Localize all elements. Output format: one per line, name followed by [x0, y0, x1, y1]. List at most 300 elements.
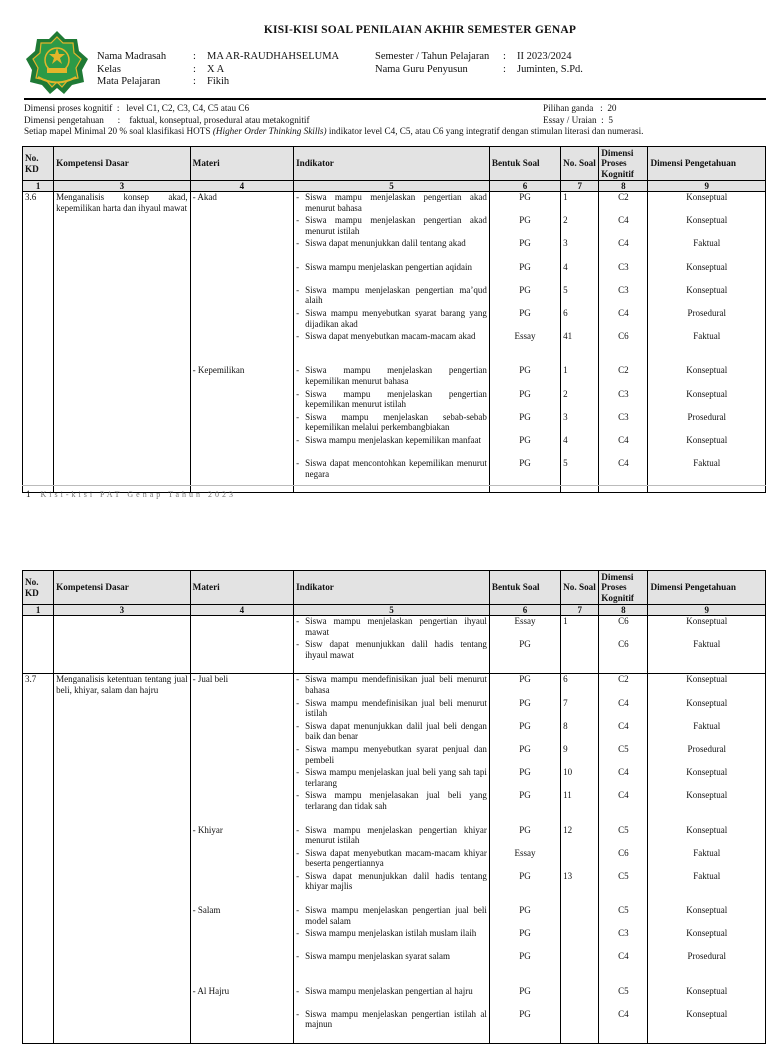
kd-number-cell	[23, 905, 54, 986]
dim-pengetahuan-value: faktual, konseptual, prosedural atau metakognitif	[129, 114, 310, 125]
dimensi-pengetahuan-value: Konseptual	[686, 790, 728, 801]
dimensi-pengetahuan-value: Konseptual	[686, 261, 728, 272]
column-header: Bentuk Soal	[489, 571, 560, 605]
dimensi-kognitif-value: C6	[618, 616, 629, 626]
kompetensi-dasar-cell	[54, 825, 191, 906]
dimensi-kognitif-cell	[599, 986, 648, 1044]
dimensi-pengetahuan-value: Konseptual	[686, 215, 728, 226]
indikator-item: - Siswa mampu menjelaskan pengertian akad menurut bahasa	[296, 192, 487, 215]
dimensi-kognitif-value: C4	[618, 307, 629, 318]
kd-number-cell	[23, 986, 54, 1044]
indikator-cell	[294, 616, 490, 674]
document-page-1	[0, 0, 768, 500]
guru-value: Juminten, S.Pd.	[517, 63, 583, 75]
essay-value: 5	[608, 114, 613, 125]
indikator-text: Siswa mampu mendefinisikan jual beli menurut bahasa	[305, 674, 487, 695]
kompetensi-dasar-cell	[54, 616, 191, 674]
column-number: 5	[294, 605, 490, 616]
column-header: No. Soal	[561, 147, 599, 181]
indikator-item: - Siswa mampu mendefinisikan jual beli menurut istilah	[296, 698, 487, 721]
column-header: Indikator	[294, 147, 490, 181]
nama-madrasah-value: MA AR-RAUDHAHSELUMA	[207, 51, 340, 62]
column-header: Kompetensi Dasar	[54, 571, 191, 605]
dimensi-pengetahuan-value: Konseptual	[686, 434, 728, 445]
bentuk-soal-value: PG	[519, 767, 531, 778]
dimensi-kognitif-value: C4	[618, 215, 629, 226]
column-number: 6	[489, 605, 560, 616]
indikator-item: - Sisw dapat menunjukkan dalil hadis tentang ihyaul mawat	[296, 639, 487, 662]
bentuk-soal-value: Essay	[514, 616, 536, 626]
column-number: 6	[489, 181, 560, 192]
no-soal-value: 7	[563, 697, 568, 708]
indikator-text: Siswa mampu menjelaskan pengertian kepemilikan menurut istilah	[305, 388, 487, 410]
bentuk-soal-cell	[489, 905, 560, 986]
no-soal-value: 11	[563, 790, 572, 801]
essay-label: Essay / Uraian	[543, 114, 597, 125]
dimensi-pengetahuan-value: Konseptual	[686, 674, 728, 685]
bentuk-soal-value: PG	[519, 215, 531, 226]
dimensi-kognitif-value: C4	[618, 458, 629, 469]
table-row	[23, 365, 766, 492]
indikator-item: - Siswa mampu menjelaskan jual beli yang sah tapi terlarang	[296, 767, 487, 790]
indikator-text: Siswa dapat menunjukkan dalil tentang akad	[305, 238, 466, 249]
indikator-cell	[294, 825, 490, 906]
materi-cell: - Khiyar	[190, 825, 293, 906]
dimensi-pengetahuan-cell	[648, 192, 766, 366]
dimensi-pengetahuan-value: Konseptual	[686, 284, 728, 295]
no-soal-value: 2	[563, 388, 568, 399]
pg-value: 20	[607, 103, 617, 113]
indikator-item: - Siswa mampu menjelaskan pengertian akad menurut istilah	[296, 215, 487, 238]
bentuk-soal-value: PG	[519, 261, 531, 272]
no-soal-value: 1	[563, 616, 568, 626]
materi-cell: - Al Hajru	[190, 986, 293, 1044]
no-soal-value	[563, 928, 596, 951]
dimensi-pengetahuan-value: Konseptual	[686, 192, 728, 202]
indikator-item: - Siswa mampu menjelaskan istilah muslam ilaih	[296, 928, 487, 951]
materi-cell: - Akad	[190, 192, 293, 366]
indikator-item: - Siswa mampu menjelaskan pengertian al hajru	[296, 986, 487, 1009]
dimensi-pengetahuan-value: Prosedural	[687, 743, 726, 754]
indikator-text: Sisw dapat menunjukkan dalil hadis tentang ihyaul mawat	[305, 639, 487, 660]
indikator-cell	[294, 674, 490, 825]
kompetensi-dasar-cell	[54, 365, 191, 492]
bentuk-soal-value: PG	[519, 743, 531, 754]
kd-number-cell	[23, 825, 54, 906]
column-number: 4	[190, 605, 293, 616]
bentuk-soal-value: PG	[519, 388, 531, 399]
dimensi-pengetahuan-value: Konseptual	[686, 1008, 728, 1019]
no-soal-value: 12	[563, 824, 573, 835]
indikator-text: Siswa mampu menjelasakan jual beli yang terlarang dan tidak sah	[305, 790, 487, 811]
bentuk-soal-value: PG	[519, 307, 531, 318]
dimensi-pengetahuan-value: Konseptual	[686, 697, 728, 708]
dimensi-kognitif-value: C3	[618, 388, 629, 399]
dimensi-kognitif-value: C5	[618, 870, 629, 881]
kompetensi-dasar-cell: Menganalisis konsep akad, kepemilikan harta dan ihyaul mawat	[54, 192, 191, 366]
indikator-item: - Siswa mampu menyebutkan syarat barang yang dijadikan akad	[296, 308, 487, 331]
column-number: 8	[599, 181, 648, 192]
bentuk-soal-value: PG	[519, 1008, 531, 1019]
materi-cell: - Kepemilikan	[190, 365, 293, 492]
info-right-colons: : :	[503, 51, 506, 75]
indikator-item: - Siswa mampu menjelaskan pengertian ma’qud alaih	[296, 285, 487, 308]
dimensi-pengetahuan-value: Prosedural	[687, 411, 726, 422]
indikator-text: Siswa mampu menjelaskan pengertian ihyaul mawat	[305, 616, 487, 637]
dim-kognitif-value: level C1, C2, C3, C4, C5 atau C6	[126, 103, 250, 113]
bentuk-soal-value: PG	[519, 720, 531, 731]
no-soal-value	[563, 951, 596, 974]
no-soal-cell	[561, 616, 599, 674]
bentuk-soal-value: Essay	[514, 331, 536, 342]
bentuk-soal-value: PG	[519, 434, 531, 445]
no-soal-cell	[561, 192, 599, 366]
no-soal-cell	[561, 674, 599, 825]
indikator-item: - Siswa mampu menjelaskan sebab-sebab kepemilikan melalui perkembangbiakan	[296, 412, 487, 435]
indikator-cell	[294, 986, 490, 1044]
bentuk-soal-value: PG	[519, 951, 531, 962]
indikator-text: Siswa mampu menjelaskan pengertian al hajru	[305, 985, 473, 996]
dimensi-kognitif-value: C5	[618, 824, 629, 835]
info-label: Mata Pelajaran	[97, 76, 161, 87]
header-divider	[24, 98, 766, 100]
kisi-kisi-table-page-2	[22, 570, 766, 1044]
indikator-text: Siswa mampu menjelaskan pengertian jual beli model salam	[305, 905, 487, 926]
indikator-item: - Siswa dapat menunjukkan dalil hadis tentang khiyar majlis	[296, 871, 487, 894]
dimensi-kognitif-value: C4	[618, 767, 629, 778]
dimensi-kognitif-value: C4	[618, 697, 629, 708]
page-number: 1	[26, 489, 31, 499]
dimensi-pengetahuan-value: Prosedural	[687, 307, 726, 318]
dimensi-kognitif-cell	[599, 616, 648, 674]
dimensi-kognitif-cell	[599, 825, 648, 906]
indikator-item: - Siswa mampu menjelaskan pengertian aqidain	[296, 262, 487, 285]
kisi-kisi-table-page-1	[22, 146, 766, 493]
table-row	[23, 986, 766, 1044]
column-header: Dimensi Pengetahuan	[648, 147, 766, 181]
indikator-text: Siswa mampu menyebutkan syarat barang yang dijadikan akad	[305, 307, 487, 329]
dimensi-kognitif-value: C5	[618, 743, 629, 754]
no-soal-cell	[561, 825, 599, 906]
indikator-cell	[294, 365, 490, 492]
dimensi-kognitif-value: C5	[618, 905, 629, 916]
column-number: 1	[23, 605, 54, 616]
bentuk-soal-value: PG	[519, 365, 531, 376]
info-label: Nama Guru Penyusun	[375, 63, 468, 75]
footer-text: Kisi-kisi PAT Genap Tahun 2023	[40, 490, 237, 499]
dimensi-kognitif-value: C4	[618, 951, 629, 962]
indikator-text: Siswa mampu menjelaskan pengertian akad menurut bahasa	[305, 192, 487, 213]
indikator-text: Siswa dapat menyebutkan macam-macam khiyar beserta pengertiannya	[305, 847, 487, 869]
indikator-text: Siswa dapat mencontohkan kepemilikan menurut negara	[305, 458, 487, 479]
column-header: No. Soal	[561, 571, 599, 605]
bentuk-soal-cell	[489, 192, 560, 366]
column-number: 3	[54, 605, 191, 616]
kompetensi-dasar-cell	[54, 905, 191, 986]
column-header: No. KD	[23, 147, 54, 181]
dimensi-kognitif-value: C3	[618, 928, 629, 939]
bentuk-soal-value: PG	[519, 697, 531, 708]
indikator-text: Siswa mampu menjelaskan jual beli yang sah tapi terlarang	[305, 767, 487, 788]
bentuk-soal-value: PG	[519, 284, 531, 295]
bentuk-soal-value: PG	[519, 790, 531, 801]
dimensi-pengetahuan-value: Prosedural	[687, 951, 726, 962]
indikator-item: - Siswa mampu mendefinisikan jual beli menurut bahasa	[296, 674, 487, 697]
indikator-cell	[294, 905, 490, 986]
materi-cell: - Jual beli	[190, 674, 293, 825]
dimensi-pengetahuan-value: Konseptual	[686, 767, 728, 778]
footer-divider	[22, 485, 766, 486]
indikator-text: Siswa mampu menjelaskan pengertian ma’qud alaih	[305, 284, 487, 306]
dimensi-pengetahuan-value: Konseptual	[686, 616, 728, 626]
no-soal-cell	[561, 905, 599, 986]
dimensi-pengetahuan-value: Konseptual	[686, 388, 728, 399]
info-left-values	[207, 51, 339, 89]
no-soal-cell	[561, 365, 599, 492]
bentuk-soal-value: Essay	[514, 847, 536, 858]
no-soal-value: 1	[563, 365, 568, 376]
info-label: Semester / Tahun Pelajaran	[375, 51, 490, 62]
indikator-text: Siswa dapat menunjukkan dalil hadis tentang khiyar majlis	[305, 870, 487, 892]
no-soal-value	[563, 639, 596, 662]
table-row	[23, 905, 766, 986]
kd-number-cell: 3.7	[23, 674, 54, 825]
no-soal-value	[563, 848, 596, 871]
dimensi-kognitif-value: C2	[618, 674, 629, 685]
dimensi-pengetahuan-value: Konseptual	[686, 824, 728, 835]
indikator-text: Siswa mampu menjelaskan pengertian akad menurut istilah	[305, 215, 487, 236]
column-header: Materi	[190, 571, 293, 605]
indikator-cell	[294, 192, 490, 366]
no-soal-value: 6	[563, 307, 568, 318]
dimensi-pengetahuan-cell	[648, 986, 766, 1044]
column-number: 4	[190, 181, 293, 192]
bentuk-soal-value: PG	[519, 674, 531, 685]
kd-number-cell: 3.6	[23, 192, 54, 366]
indikator-item: - Siswa mampu menyebutkan syarat penjual dan pembeli	[296, 744, 487, 767]
no-soal-value	[563, 1009, 596, 1032]
column-header: No. KD	[23, 571, 54, 605]
no-soal-value: 6	[563, 674, 568, 685]
dimensi-kognitif-value: C3	[618, 261, 629, 272]
indikator-text: Siswa mampu menjelaskan pengertian istilah al majnun	[305, 1008, 487, 1030]
dimensi-pengetahuan-cell	[648, 825, 766, 906]
bentuk-soal-cell	[489, 674, 560, 825]
no-soal-value	[563, 986, 596, 1009]
column-number: 9	[648, 181, 766, 192]
column-number: 7	[561, 605, 599, 616]
no-soal-value: 10	[563, 767, 573, 778]
column-header: Bentuk Soal	[489, 147, 560, 181]
indikator-text: Siswa mampu menyebutkan syarat penjual dan pembeli	[305, 743, 487, 765]
dimensi-kognitif-value: C6	[618, 847, 629, 858]
indikator-item: - Siswa mampu menjelaskan pengertian khiyar menurut istilah	[296, 825, 487, 848]
indikator-text: Siswa mampu menjelaskan pengertian kepemilikan menurut bahasa	[305, 365, 487, 386]
indikator-item: - Siswa mampu menjelaskan syarat salam	[296, 951, 487, 974]
no-soal-value: 3	[563, 411, 568, 422]
table-row	[23, 192, 766, 366]
no-soal-value: 4	[563, 261, 568, 272]
table-row	[23, 674, 766, 825]
bentuk-soal-cell	[489, 365, 560, 492]
dimensi-kognitif-value: C2	[618, 365, 629, 376]
no-soal-value: 5	[563, 458, 568, 469]
column-number: 7	[561, 181, 599, 192]
dim-kognitif-label: Dimensi proses kognitif	[24, 103, 113, 113]
bentuk-soal-cell	[489, 616, 560, 674]
bentuk-soal-value: PG	[519, 238, 531, 249]
table-row	[23, 825, 766, 906]
no-soal-value: 4	[563, 434, 568, 445]
no-soal-value: 1	[563, 192, 568, 202]
indikator-item: - Siswa dapat menyebutkan macam-macam akad	[296, 331, 487, 354]
semester-value: II 2023/2024	[517, 51, 572, 62]
materi-cell: - Salam	[190, 905, 293, 986]
no-soal-value: 8	[563, 720, 568, 731]
dimensi-kognitif-cell	[599, 192, 648, 366]
dimensi-kognitif-value: C4	[618, 1008, 629, 1019]
bentuk-soal-value: PG	[519, 458, 531, 469]
column-header: Dimensi Pengetahuan	[648, 571, 766, 605]
dimensi-kognitif-value: C4	[618, 238, 629, 249]
indikator-text: Siswa mampu menjelaskan pengertian aqidain	[305, 261, 473, 272]
dimensi-pengetahuan-cell	[648, 616, 766, 674]
indikator-item: - Siswa mampu menjelaskan pengertian jual beli model salam	[296, 905, 487, 928]
indikator-item: - Siswa mampu menjelaskan pengertian istilah al majnun	[296, 1009, 487, 1032]
indikator-text: Siswa mampu menjelaskan syarat salam	[305, 951, 451, 962]
dimensi-pengetahuan-value: Faktual	[693, 238, 721, 249]
table-row	[23, 616, 766, 674]
hots-note: Setiap mapel Minimal 20 % soal klasifikasi HOTS (Higher Order Thinking Skills) indikator level C4, C5, atau C6 yang integratif dengan stimulan literasi dan numerasi.	[24, 126, 644, 136]
bentuk-soal-value: PG	[519, 639, 531, 650]
bentuk-soal-value: PG	[519, 824, 531, 835]
dimensi-kognitif-value: C6	[618, 639, 629, 650]
info-label: Nama Madrasah	[97, 51, 167, 62]
indikator-item: - Siswa mampu menjelasakan jual beli yang terlarang dan tidak sah	[296, 790, 487, 813]
indikator-text: Siswa mampu mendefinisikan jual beli menurut istilah	[305, 697, 487, 719]
dimensi-pengetahuan-cell	[648, 674, 766, 825]
info-right-labels	[375, 51, 489, 76]
page-footer	[26, 489, 236, 499]
no-soal-value: 2	[563, 215, 568, 226]
no-soal-value	[563, 905, 596, 928]
kompetensi-dasar-cell	[54, 986, 191, 1044]
kd-number-cell	[23, 365, 54, 492]
info-label: Kelas	[97, 63, 121, 75]
kelas-value: X A	[207, 63, 225, 75]
indikator-item: - Siswa mampu menjelaskan pengertian ihyaul mawat	[296, 616, 487, 639]
document-page-2	[0, 560, 768, 1030]
column-header: Dimensi Proses Kognitif	[599, 147, 648, 181]
column-header: Dimensi Proses Kognitif	[599, 571, 648, 605]
kd-number-cell	[23, 616, 54, 674]
info-left-labels	[97, 51, 166, 89]
no-soal-value: 41	[563, 331, 573, 342]
info-right-values	[517, 51, 583, 76]
dimension-notes: Dimensi proses kognitif : level C1, C2, C3, C4, C5 atau C6 Pilihan ganda : 20 Dimensi pengetahuan : faktual, konseptual, prosedural atau metakognitif Essay / Uraian : 5 Setiap mapel Minimal 20 % soal klasifikasi HOTS (Higher Order Thinking Skills) indikator level C4, C5, atau C6 yang integratif dengan stimulan literasi dan numerasi.	[24, 103, 766, 138]
mata-pelajaran-value: Fikih	[207, 76, 230, 87]
dimensi-pengetahuan-value: Konseptual	[686, 928, 728, 939]
indikator-item: - Siswa dapat menyebutkan macam-macam khiyar beserta pengertiannya	[296, 848, 487, 871]
dimensi-pengetahuan-value: Faktual	[693, 639, 721, 650]
dimensi-kognitif-value: C2	[618, 192, 629, 202]
dimensi-kognitif-value: C4	[618, 720, 629, 731]
no-soal-value: 13	[563, 870, 573, 881]
no-soal-value: 9	[563, 743, 568, 754]
column-number: 1	[23, 181, 54, 192]
dimensi-kognitif-value: C4	[618, 790, 629, 801]
kemenag-logo-icon	[24, 30, 90, 96]
dimensi-pengetahuan-value: Faktual	[693, 720, 721, 731]
dimensi-pengetahuan-value: Faktual	[693, 870, 721, 881]
document-title: KISI-KISI SOAL PENILAIAN AKHIR SEMESTER GENAP	[263, 24, 577, 36]
no-soal-cell	[561, 986, 599, 1044]
no-soal-value: 5	[563, 284, 568, 295]
dim-pengetahuan-label: Dimensi pengetahuan	[24, 114, 104, 125]
dimensi-kognitif-value: C4	[618, 434, 629, 445]
indikator-item: - Siswa mampu menjelaskan pengertian kepemilikan menurut bahasa	[296, 365, 487, 388]
indikator-item: - Siswa dapat mencontohkan kepemilikan menurut negara	[296, 458, 487, 481]
bentuk-soal-value: PG	[519, 411, 531, 422]
kompetensi-dasar-cell: Menganalisis ketentuan tentang jual beli, khiyar, salam dan hajru	[54, 674, 191, 825]
column-number: 9	[648, 605, 766, 616]
indikator-text: Siswa dapat menyebutkan macam-macam akad	[305, 331, 476, 342]
dimensi-kognitif-cell	[599, 905, 648, 986]
indikator-item: - Siswa mampu menjelaskan kepemilikan manfaat	[296, 435, 487, 458]
indikator-item: - Siswa mampu menjelaskan pengertian kepemilikan menurut istilah	[296, 389, 487, 412]
bentuk-soal-value: PG	[519, 905, 531, 916]
dimensi-kognitif-cell	[599, 674, 648, 825]
bentuk-soal-value: PG	[519, 192, 531, 202]
column-header: Indikator	[294, 571, 490, 605]
indikator-text: Siswa dapat menunjukkan dalil jual beli dengan baik dan benar	[305, 720, 487, 742]
indikator-text: Siswa mampu menjelaskan pengertian khiyar menurut istilah	[305, 824, 487, 846]
indikator-text: Siswa mampu menjelaskan istilah muslam ilaih	[305, 928, 477, 939]
dimensi-kognitif-value: C6	[618, 331, 629, 342]
dimensi-kognitif-value: C3	[618, 411, 629, 422]
bentuk-soal-cell	[489, 825, 560, 906]
dimensi-pengetahuan-cell	[648, 905, 766, 986]
materi-cell	[190, 616, 293, 674]
no-soal-value: 3	[563, 238, 568, 249]
dimensi-kognitif-value: C3	[618, 284, 629, 295]
pg-label: Pilihan ganda	[543, 103, 594, 113]
dimensi-kognitif-cell	[599, 365, 648, 492]
indikator-text: Siswa mampu menjelaskan sebab-sebab kepemilikan melalui perkembangbiakan	[305, 411, 487, 433]
bentuk-soal-value: PG	[519, 985, 531, 996]
bentuk-soal-value: PG	[519, 928, 531, 939]
dimensi-pengetahuan-value: Faktual	[693, 331, 721, 342]
indikator-item: - Siswa dapat menunjukkan dalil tentang akad	[296, 238, 487, 261]
column-number: 5	[294, 181, 490, 192]
info-left-colons: : : :	[193, 51, 196, 87]
column-number: 3	[54, 181, 191, 192]
dimensi-pengetahuan-cell	[648, 365, 766, 492]
indikator-item: - Siswa dapat menunjukkan dalil jual beli dengan baik dan benar	[296, 721, 487, 744]
column-header: Kompetensi Dasar	[54, 147, 191, 181]
dimensi-pengetahuan-value: Konseptual	[686, 365, 728, 376]
bentuk-soal-cell	[489, 986, 560, 1044]
dimensi-pengetahuan-value: Konseptual	[686, 985, 728, 996]
indikator-text: Siswa mampu menjelaskan kepemilikan manfaat	[305, 434, 482, 445]
column-number: 8	[599, 605, 648, 616]
dimensi-pengetahuan-value: Faktual	[693, 458, 721, 469]
column-header: Materi	[190, 147, 293, 181]
dimensi-pengetahuan-value: Faktual	[693, 847, 721, 858]
dimensi-kognitif-value: C5	[618, 985, 629, 996]
bentuk-soal-value: PG	[519, 870, 531, 881]
dimensi-pengetahuan-value: Konseptual	[686, 905, 728, 916]
